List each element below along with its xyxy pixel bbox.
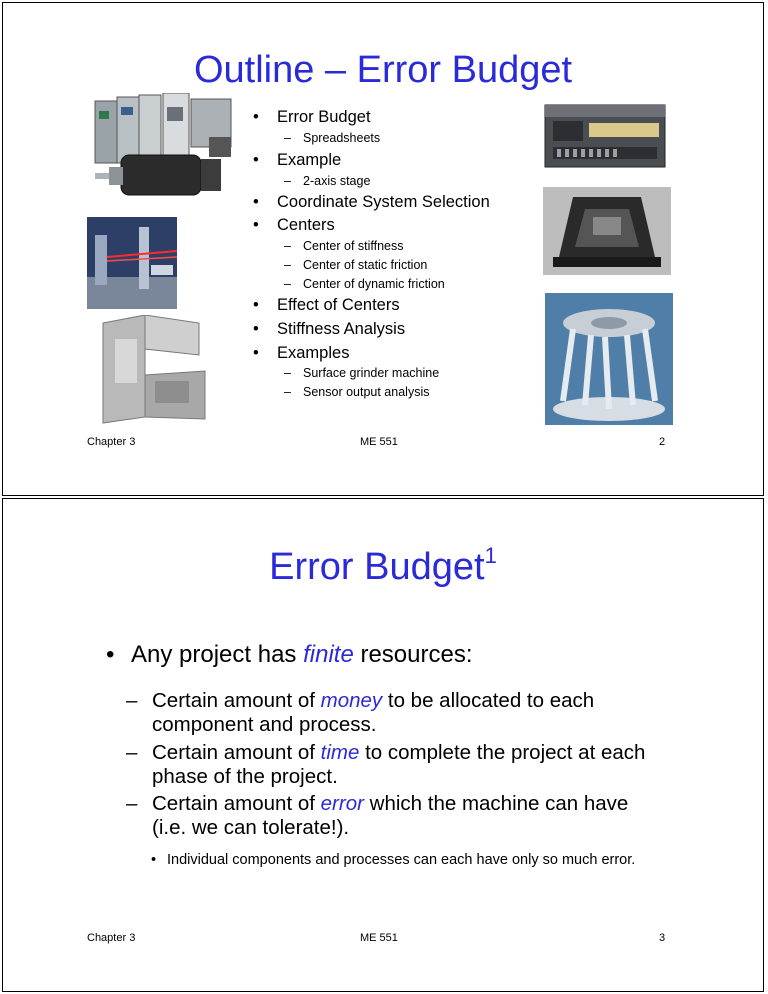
title-footnote-mark: 1 <box>484 543 497 568</box>
bullet-icon: • <box>253 296 259 314</box>
dash-icon: – <box>126 792 138 815</box>
sub-bullet-text: Spreadsheets <box>303 131 381 145</box>
precision-stage-image <box>543 187 671 275</box>
emphasis-money: money <box>320 689 383 712</box>
emphasis-time: time <box>320 741 360 764</box>
text-segment: resources: <box>353 641 473 668</box>
footer-course: ME 551 <box>360 932 398 944</box>
slide-title <box>3 543 763 589</box>
bullet-icon: • <box>151 852 157 868</box>
bullet-icon: • <box>253 344 259 362</box>
bullet-icon: • <box>253 320 259 338</box>
plc-controller-image <box>543 99 667 171</box>
servo-drive-motor-image <box>91 93 241 205</box>
dash-icon: – <box>284 277 291 291</box>
footer-page-number: 2 <box>659 436 666 448</box>
dash-icon: – <box>284 239 291 253</box>
hexapod-image <box>545 293 673 425</box>
text-segment: to complete the project at each phase of the project. <box>152 741 646 788</box>
dash-icon: – <box>284 174 291 188</box>
bullet-text: Centers <box>277 216 335 234</box>
footer-course: ME 551 <box>360 436 398 448</box>
bullet-text: Error Budget <box>277 108 371 126</box>
sub-bullet-text: Sensor output analysis <box>303 385 430 399</box>
slide-error-budget <box>2 498 764 992</box>
slide-title: Outline – Error Budget <box>193 49 573 91</box>
bullet-icon: • <box>253 151 259 169</box>
sub-bullet-text <box>152 741 652 789</box>
dash-icon: – <box>126 689 138 712</box>
sub-bullet-text: Center of dynamic friction <box>303 277 445 291</box>
bullet-text: Example <box>277 151 342 169</box>
text-segment: Any project has <box>131 641 304 668</box>
footer-chapter: Chapter 3 <box>87 932 136 944</box>
footer-chapter: Chapter 3 <box>87 436 136 448</box>
slide-outline <box>2 2 764 496</box>
bullet-text: Stiffness Analysis <box>277 320 406 338</box>
dash-icon: – <box>284 131 291 145</box>
dash-icon: – <box>284 366 291 380</box>
sub-bullet-text <box>152 689 652 737</box>
dash-icon: – <box>126 741 138 764</box>
machine-frame-image <box>95 315 211 425</box>
text-segment: Certain amount of <box>152 792 321 815</box>
text-segment: Certain amount of <box>152 689 321 712</box>
sub-bullet-text: Center of static friction <box>303 258 428 272</box>
text-segment: to be allocated to each component and process. <box>152 689 595 736</box>
bullet-text: Effect of Centers <box>277 296 400 314</box>
dash-icon: – <box>284 258 291 272</box>
sub-bullet-text: 2-axis stage <box>303 174 371 188</box>
emphasis-error: error <box>320 792 364 815</box>
bullet-text: Coordinate System Selection <box>277 193 490 211</box>
footer-page-number: 3 <box>659 932 666 944</box>
sub-sub-bullet-text: Individual components and processes can each have only so much error. <box>167 852 636 868</box>
bullet-icon: • <box>253 216 259 234</box>
text-segment: which the machine can have (i.e. we can tolerate!). <box>152 792 629 839</box>
laser-measurement-image <box>87 217 177 309</box>
sub-bullet-text <box>152 792 652 840</box>
bullet-icon: • <box>253 193 259 211</box>
bullet-icon: • <box>106 641 115 668</box>
bullet-text: Examples <box>277 344 350 362</box>
sub-bullet-text: Surface grinder machine <box>303 366 440 380</box>
sub-bullet-text: Center of stiffness <box>303 239 404 253</box>
emphasis-finite: finite <box>303 641 354 668</box>
bullet-text <box>131 641 473 669</box>
title-text: Error Budget <box>269 546 485 588</box>
bullet-icon: • <box>253 108 259 126</box>
dash-icon: – <box>284 385 291 399</box>
text-segment: Certain amount of <box>152 741 321 764</box>
